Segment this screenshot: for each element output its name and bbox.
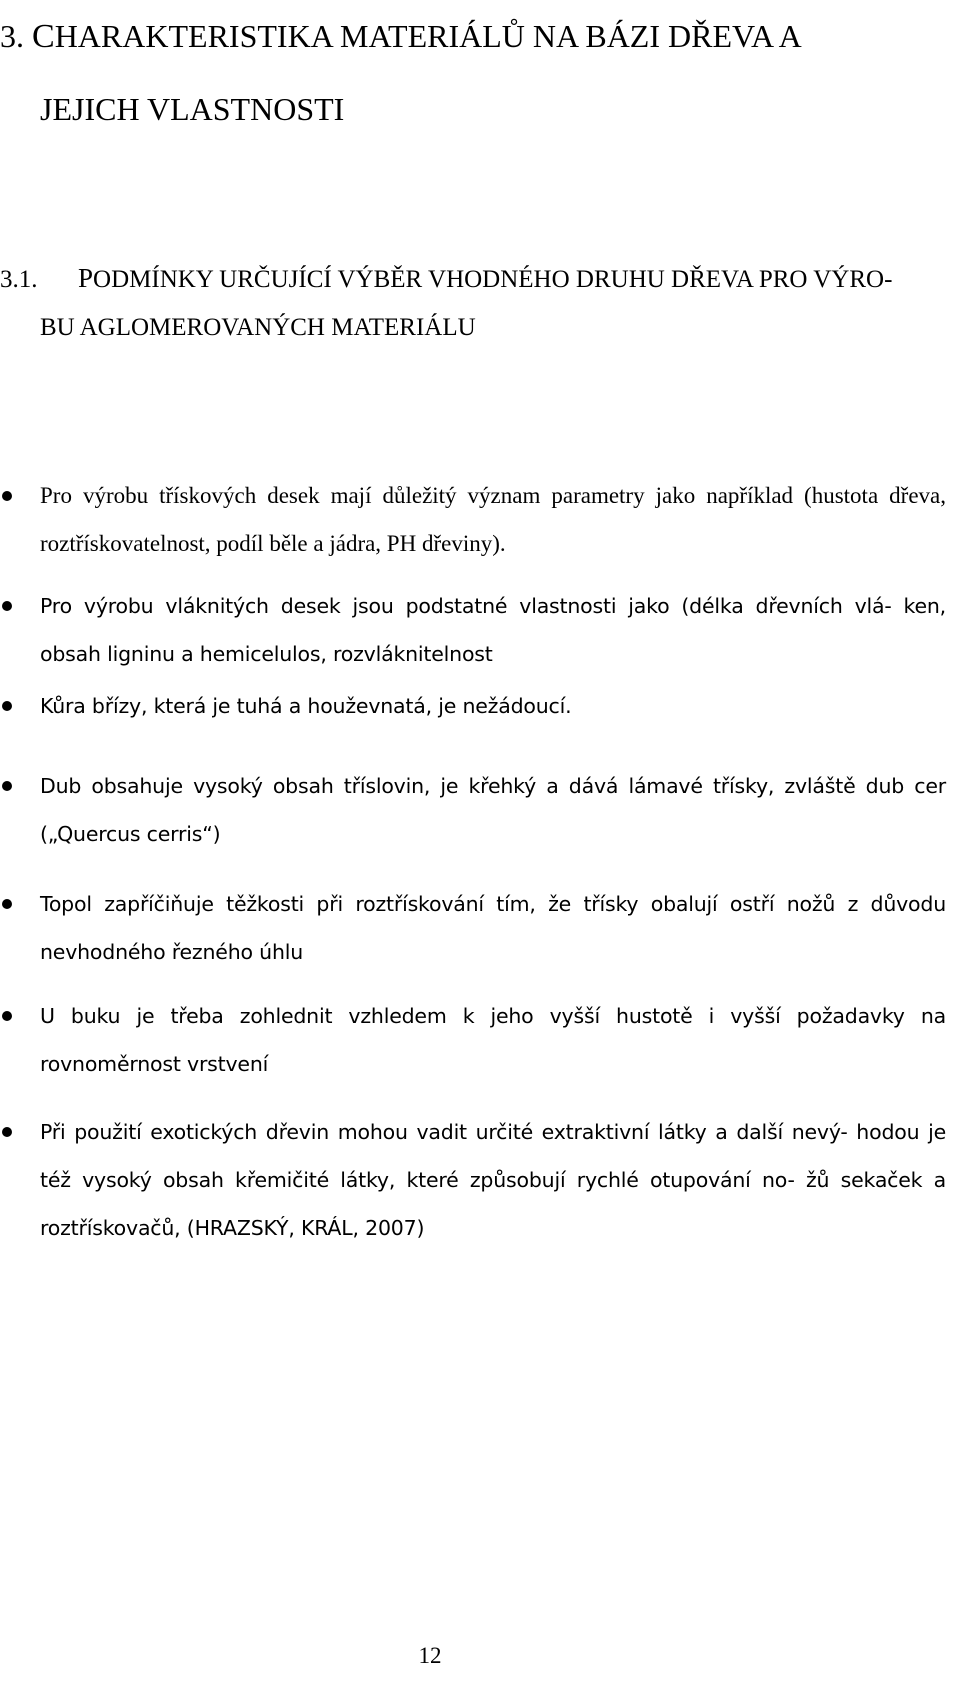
- bullet-icon: [2, 1011, 12, 1021]
- page-number: 12: [418, 1643, 442, 1668]
- section-heading: [0, 254, 960, 352]
- chapter-heading-line-2: JEJICH VLASTNOSTI: [40, 91, 345, 127]
- chapter-number: 3.: [0, 18, 24, 54]
- list-item-text: Dub obsahuje vysoký obsah tříslovin, je křehký a dává lámavé třísky, zvláště dub cer („Quercus cerris“): [40, 774, 946, 846]
- section-title-initial: P: [78, 263, 94, 293]
- list-item-text: Topol zapříčiňuje těžkosti při roztřískování tím, že třísky obalují ostří nožů z důvodu nevhodného řezného úhlu: [40, 892, 946, 964]
- list-item-text: Pro výrobu třískových desek mají důležitý význam parametry jako například (hustota dřeva, roztřískovatelnost, podíl běle a jádra, PH dřeviny).: [40, 483, 946, 556]
- chapter-title-rest: HARAKTERISTIKA MATERIÁLŮ NA BÁZI DŘEVA A: [54, 18, 802, 54]
- list-item-text: U buku je třeba zohlednit vzhledem k jeho vyšší hustotě i vyšší požadavky na rovnoměrnost vrstvení: [40, 1004, 946, 1076]
- bullet-icon: [2, 491, 12, 501]
- list-item-text: Při použití exotických dřevin mohou vadit určité extraktivní látky a další nevý- hodou je též vysoký obsah křemičité látky, které způsobují rychlé otupování no- žů sekaček a roztřískovačů, (HRAZSKÝ, KRÁL, 2007): [40, 1120, 946, 1240]
- section-heading-line-1: [0, 254, 960, 304]
- list-item-text: Kůra břízy, která je tuhá a houževnatá, je nežádoucí.: [40, 694, 572, 718]
- chapter-heading: [0, 0, 960, 145]
- bullet-icon: [2, 781, 12, 791]
- bullet-icon: [2, 1127, 12, 1137]
- section-heading-line-2: BU AGLOMEROVANÝCH MATERIÁLU: [40, 314, 476, 341]
- section-title-hyphen: -: [884, 266, 893, 293]
- bullet-icon: [2, 601, 12, 611]
- chapter-title-initial: C: [32, 18, 55, 55]
- list-item-text: Pro výrobu vláknitých desek jsou podstatné vlastnosti jako (délka dřevních vlá- ken, obsah ligninu a hemicelulos, rozvláknitelnost: [40, 594, 946, 666]
- bullet-icon: [2, 701, 12, 711]
- section-title-rest: ODMÍNKY URČUJÍCÍ VÝBĚR VHODNÉHO DRUHU DŘEVA PRO VÝRO: [93, 266, 885, 293]
- chapter-heading-line-1: [0, 0, 960, 73]
- bullet-icon: [2, 899, 12, 909]
- section-number: 3.1.: [0, 266, 38, 293]
